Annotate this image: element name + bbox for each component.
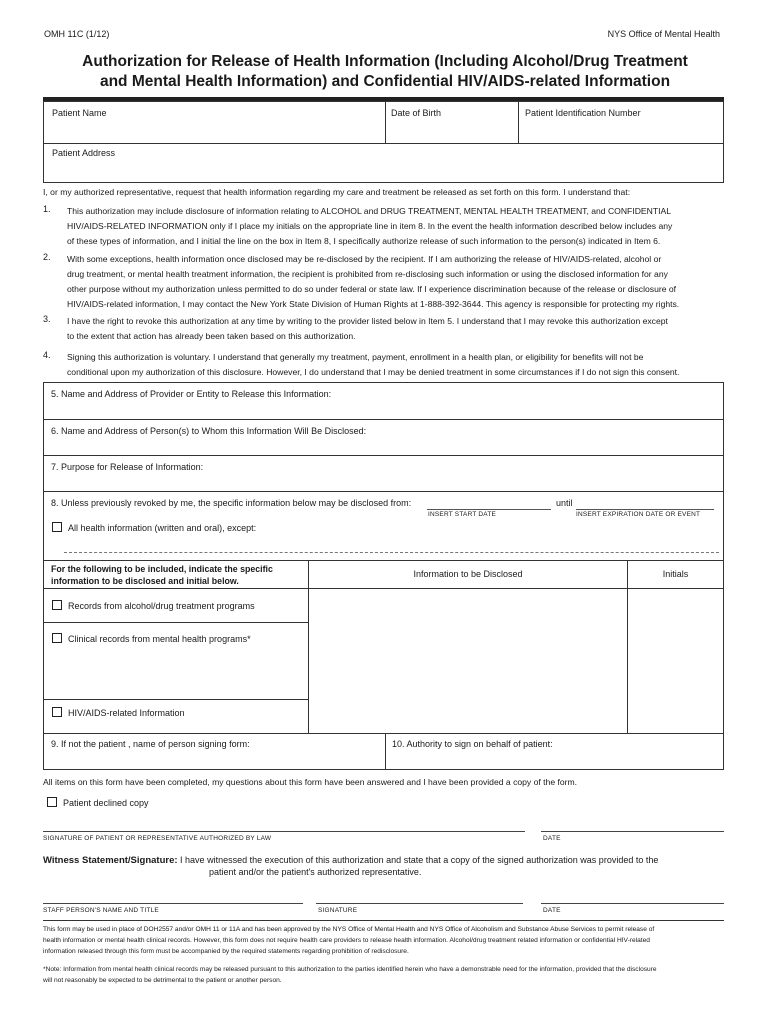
all-health-label: All health information (written and oral), except: [68, 523, 257, 533]
start-date-caption: INSERT START DATE [428, 511, 497, 518]
declined-copy-checkbox[interactable] [47, 797, 57, 807]
hiv-info-option[interactable] [52, 707, 185, 718]
clause-3-number: 3. [43, 314, 51, 324]
item-5-box[interactable] [43, 382, 724, 420]
staff-name-line[interactable] [43, 903, 303, 904]
staff-date-caption: DATE [543, 907, 561, 914]
all-health-info-option[interactable] [52, 522, 256, 533]
form-id: OMH 11C (1/12) [44, 29, 110, 39]
clause-1-line: HIV/AIDS-RELATED INFORMATION only if I place my initials on the appropriate line in item 8. In the event the health information described below includes any [67, 221, 673, 231]
clause-2-line: drug treatment, or mental health treatment information, the recipient is prohibited from re-disclosing such information or using the disclosed information for any [67, 269, 668, 279]
staff-date-line[interactable] [541, 903, 724, 904]
clause-2-line: With some exceptions, health information once disclosed may be re-disclosed by the recipient. If I am authorizing the release of HIV/AIDS-related, alcohol or [67, 254, 662, 264]
footer-notice [43, 924, 654, 957]
witness-heading: Witness Statement/Signature: [43, 855, 178, 866]
patient-name-field[interactable]: Patient Name [52, 108, 107, 118]
mental-records-label: Clinical records from mental health programs* [68, 634, 251, 644]
staff-signature-caption: SIGNATURE [318, 907, 358, 914]
form-title [40, 52, 730, 92]
witness-line-2: patient and/or the patient's authorized representative. [209, 867, 422, 877]
item-8-until: until [556, 498, 573, 508]
clause-1 [43, 204, 733, 252]
footer-line: information released through this form must be accompanied by the required statements regarding prohibition of redisclosure. [43, 948, 409, 955]
expiration-caption: INSERT EXPIRATION DATE OR EVENT [576, 511, 701, 518]
footer-note [43, 964, 657, 986]
clause-4-line: conditional upon my authorization of this disclosure. However, I do understand that I may be denied treatment in some circumstances if I do not sign this consent. [67, 367, 680, 377]
alcohol-records-checkbox[interactable] [52, 600, 62, 610]
clause-1-number: 1. [43, 204, 51, 214]
item-8-label: 8. Unless previously revoked by me, the specific information below may be disclosed from: [51, 498, 412, 508]
patient-box-sep-2 [518, 102, 519, 143]
form-title-line-1: Authorization for Release of Health Information (Including Alcohol/Drug Treatment [82, 53, 688, 70]
start-date-line[interactable] [427, 509, 551, 510]
expiration-line[interactable] [576, 509, 714, 510]
item-10-field[interactable]: 10. Authority to sign on behalf of patient: [392, 739, 553, 749]
clause-2-line: HIV/AIDS-related information, I may contact the New York State Division of Human Rights at 1-888-392-3644. This agency is responsible for protecting my rights. [67, 299, 680, 309]
mental-records-option[interactable] [52, 633, 251, 644]
footer-line: This form may be used in place of DOH2557 and/or OMH 11 or 11A and has been approved by the NYS Office of Mental Health and NYS Office of Alcoholism and Substance Abuse Services to permit release of [43, 926, 655, 933]
clause-4-line: Signing this authorization is voluntary. I understand that generally my treatment, payment, enrollment in a health plan, or eligibility for benefits will not be [67, 352, 644, 362]
following-line-1: For the following to be included, indicate the specific [51, 564, 273, 574]
item-7-label: 7. Purpose for Release of Information: [51, 462, 204, 472]
patient-box-divider [44, 143, 723, 144]
clause-3 [43, 314, 733, 350]
clause-3-line: I have the right to revoke this authorization at any time by writing to the provider listed below in Item 5. I understand that I may revoke this authorization except [67, 316, 668, 326]
alcohol-records-label: Records from alcohol/drug treatment programs [68, 601, 255, 611]
item-5-label: 5. Name and Address of Provider or Entity to Release this Information: [51, 389, 332, 399]
clauses [43, 204, 733, 384]
footer-note-line: *Note: Information from mental health clinical records may be released pursuant to this authorization to the parties identified herein who have a demonstrable need for the information, provided that the disclosure [43, 966, 657, 973]
following-line-2: information to be disclosed and initial below. [51, 576, 239, 586]
patient-signature-line[interactable] [43, 831, 525, 832]
mental-records-checkbox[interactable] [52, 633, 62, 643]
footer-rule [43, 920, 724, 921]
item-6-label: 6. Name and Address of Person(s) to Whom this Information Will Be Disclosed: [51, 426, 367, 436]
clause-2-line: other purpose without my authorization unless permitted to do so under federal or state law. If I experience discrimination because of the release or disclosure of [67, 284, 677, 294]
clause-1-line: of these types of information, and I initial the line on the box in Item 8, I specifically authorize release of such information to the person(s) indicated in Item 6. [67, 236, 661, 246]
footer-note-line: will not reasonably be expected to be detrimental to the patient or another person. [43, 977, 282, 984]
clause-4-number: 4. [43, 350, 51, 360]
following-instruction [51, 563, 273, 587]
items-9-10-box [43, 733, 724, 770]
table-col-sep-1 [308, 560, 309, 734]
hiv-info-checkbox[interactable] [52, 707, 62, 717]
item-6-box[interactable] [43, 419, 724, 456]
row-rule-3 [44, 699, 309, 700]
alcohol-records-option[interactable] [52, 600, 255, 611]
patient-box-sep-1 [385, 102, 386, 143]
patient-id-field[interactable]: Patient Identification Number [525, 108, 641, 118]
agency-name: NYS Office of Mental Health [607, 29, 720, 39]
declined-copy-label: Patient declined copy [63, 798, 149, 808]
date-of-birth-field[interactable]: Date of Birth [391, 108, 442, 118]
info-column-header: Information to be Disclosed [413, 569, 523, 579]
witness-statement [43, 853, 658, 868]
table-header-rule [308, 588, 723, 589]
item-8-box [43, 491, 724, 734]
patient-info-box [43, 101, 724, 183]
patient-date-line[interactable] [541, 831, 724, 832]
initials-column-header: Initials [662, 569, 689, 579]
patient-address-field[interactable]: Patient Address [52, 148, 116, 158]
row-rule-2 [44, 622, 309, 623]
completed-statement: All items on this form have been completed, my questions about this form have been answered and I have been provided a copy of the form. [43, 777, 578, 787]
table-col-sep-2 [627, 560, 628, 734]
clause-2-number: 2. [43, 252, 51, 262]
clause-4 [43, 350, 733, 384]
clause-2 [43, 252, 733, 314]
table-top-rule [44, 560, 723, 561]
witness-line-1: I have witnessed the execution of this authorization and state that a copy of the signed authorization was provided to the [180, 855, 659, 865]
except-line[interactable] [64, 552, 719, 553]
all-health-checkbox[interactable] [52, 522, 62, 532]
staff-signature-line[interactable] [316, 903, 523, 904]
staff-name-caption: STAFF PERSON'S NAME AND TITLE [43, 907, 159, 914]
clause-3-line: to the extent that action has already been taken based on this authorization. [67, 331, 356, 341]
patient-signature-caption: SIGNATURE OF PATIENT OR REPRESENTATIVE AUTHORIZED BY LAW [43, 835, 272, 842]
declined-copy-option[interactable] [47, 797, 149, 808]
patient-date-caption: DATE [543, 835, 561, 842]
hiv-info-label: HIV/AIDS-related Information [68, 708, 185, 718]
intro-text: I, or my authorized representative, request that health information regarding my care and treatment be released as set forth on this form. I understand that: [43, 187, 631, 197]
row-rule-1 [44, 588, 309, 589]
item-7-box[interactable] [43, 455, 724, 492]
item-9-field[interactable]: 9. If not the patient , name of person signing form: [51, 739, 250, 749]
form-title-line-2: and Mental Health Information) and Confidential HIV/AIDS-related Information [99, 73, 671, 90]
item-9-10-sep [385, 734, 386, 769]
clause-1-line: This authorization may include disclosure of information relating to ALCOHOL and DRUG TREATMENT, MENTAL HEALTH TREATMENT, and CONFIDENTIAL [67, 206, 671, 216]
footer-line: health information or mental health clinical records. However, this form does not require health care providers to release health information. Alcohol/drug treatment related information or confidential HIV-related [43, 937, 650, 944]
